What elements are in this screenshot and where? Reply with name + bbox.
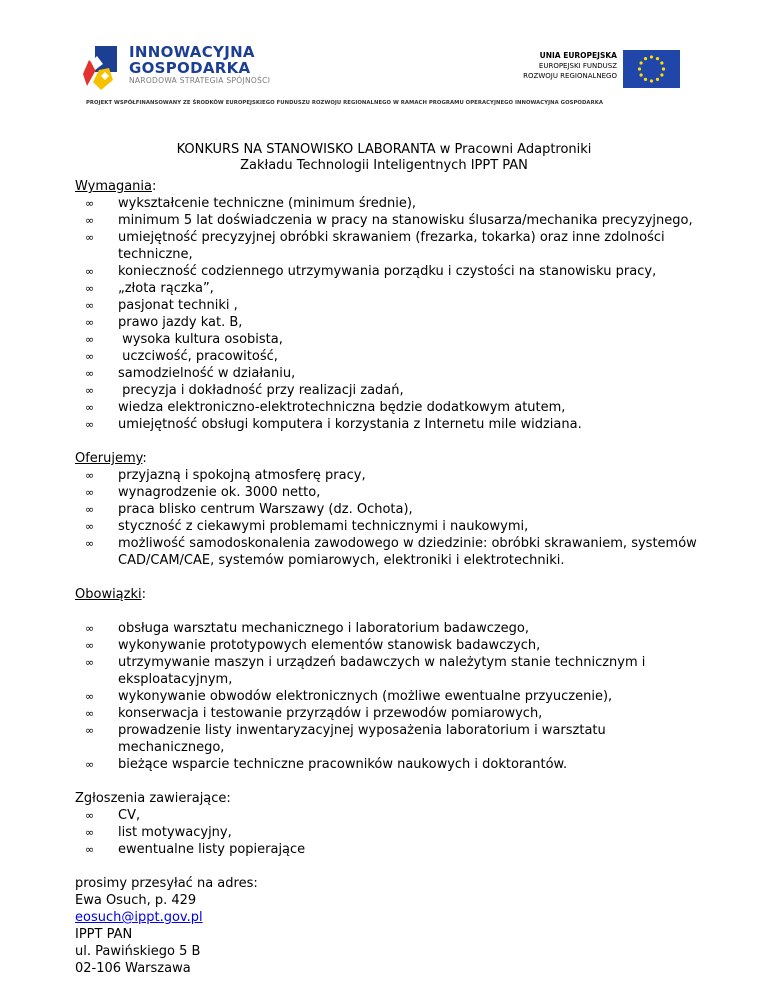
contact-street: ul. Pawińskiego 5 B xyxy=(75,944,201,959)
requirements-heading: Wymagania: xyxy=(75,179,157,194)
list-item: ∞ utrzymywanie maszyn i urządzeń badawczych w należytym stanie technicznym i eksploatacyjnym, xyxy=(85,655,646,687)
contact-intro: prosimy przesyłać na adres: xyxy=(75,876,258,891)
applications-heading: Zgłoszenia zawierające: xyxy=(75,791,231,806)
bullet-icon: ∞ xyxy=(85,418,95,431)
list-item: ∞ CV, xyxy=(85,808,141,823)
eu-star-icon xyxy=(660,61,663,64)
list-item: ∞ wiedza elektroniczno-elektrotechniczna będzie dodatkowym atutem, xyxy=(85,400,566,415)
bullet-icon: ∞ xyxy=(85,724,95,737)
eu-line-1: UNIA EUROPEJSKA xyxy=(539,51,617,60)
list-item: ∞ samodzielność w działaniu, xyxy=(85,366,296,381)
list-item: ∞ wysoka kultura osobista, xyxy=(85,332,283,347)
logo-subtitle: NARODOWA STRATEGIA SPÓJNOŚCI xyxy=(129,76,271,85)
list-item: ∞ minimum 5 lat doświadczenia w pracy na stanowisku ślusarza/mechanika precyzyjnego, xyxy=(85,213,693,228)
star-logo-icon xyxy=(79,46,123,92)
contact-email-link[interactable]: eosuch@ippt.gov.pl xyxy=(75,910,203,925)
bullet-icon: ∞ xyxy=(85,384,95,397)
list-item: ∞ precyzja i dokładność przy realizacji zadań, xyxy=(85,383,404,398)
bullet-icon: ∞ xyxy=(85,333,95,346)
duties-heading: Obowiązki: xyxy=(75,587,147,602)
applications-list xyxy=(75,807,700,858)
eu-star-icon xyxy=(656,78,659,81)
contact-city: 02-106 Warszawa xyxy=(75,961,191,976)
bullet-icon: ∞ xyxy=(85,622,95,635)
bullet-icon: ∞ xyxy=(85,350,95,363)
bullet-icon: ∞ xyxy=(85,265,95,278)
list-item: ∞ praca blisko centrum Warszawy (dz. Ochota), xyxy=(85,502,413,517)
contact-org: IPPT PAN xyxy=(75,927,133,942)
list-item: ∞ konieczność codziennego utrzymywania porządku i czystości na stanowisku pracy, xyxy=(85,264,657,279)
offer-heading: Oferujemy: xyxy=(75,451,147,466)
page-title-line-2: Zakładu Technologii Inteligentnych IPPT PAN xyxy=(240,158,528,173)
eu-star-icon xyxy=(640,73,643,76)
list-item: ∞ możliwość samodoskonalenia zawodowego w dziedzinie: obróbki skrawaniem, systemów CAD/CAM/CAE, systemów pomiarowych, elektroniki i elektrotechniki. xyxy=(85,536,697,568)
list-item: ∞ wykształcenie techniczne (minimum średnie), xyxy=(85,196,417,211)
bullet-icon: ∞ xyxy=(85,197,95,210)
list-item: ∞ obsługa warsztatu mechanicznego i laboratorium badawczego, xyxy=(85,621,530,636)
bullet-icon: ∞ xyxy=(85,214,95,227)
eu-star-icon xyxy=(638,67,641,70)
bullet-icon: ∞ xyxy=(85,367,95,380)
eu-star-icon xyxy=(660,73,663,76)
list-item: ∞ bieżące wsparcie techniczne pracowników naukowych i doktorantów. xyxy=(85,757,568,772)
bullet-icon: ∞ xyxy=(85,316,95,329)
bullet-icon: ∞ xyxy=(85,826,95,839)
list-item: ∞ pasjonat techniki , xyxy=(85,298,238,313)
offer-list xyxy=(75,467,700,569)
logo-line-1: INNOWACYJNA xyxy=(129,43,255,61)
bullet-icon: ∞ xyxy=(85,469,95,482)
contact-name: Ewa Osuch, p. 429 xyxy=(75,893,197,908)
bullet-icon: ∞ xyxy=(85,401,95,414)
eu-star-icon xyxy=(644,57,647,60)
list-item: ∞ uczciwość, pracowitość, xyxy=(85,349,278,364)
document-body xyxy=(75,178,700,977)
bullet-icon: ∞ xyxy=(85,758,95,771)
page-title-line-1: KONKURS NA STANOWISKO LABORANTA w Pracowni Adaptroniki xyxy=(176,142,592,157)
bullet-icon: ∞ xyxy=(85,707,95,720)
list-item: ∞ przyjazną i spokojną atmosferę pracy, xyxy=(85,468,366,483)
eu-star-icon xyxy=(656,57,659,60)
bullet-icon: ∞ xyxy=(85,843,95,856)
eu-line-3: ROZWOJU REGIONALNEGO xyxy=(523,72,617,80)
eu-logo xyxy=(505,50,685,90)
bullet-icon: ∞ xyxy=(85,537,95,550)
list-item: ∞ ewentualne listy popierające xyxy=(85,842,306,857)
bullet-icon: ∞ xyxy=(85,520,95,533)
eu-star-icon xyxy=(644,78,647,81)
eu-flag-icon xyxy=(623,50,680,88)
list-item: ∞ wynagrodzenie ok. 3000 netto, xyxy=(85,485,321,500)
list-item: ∞ konserwacja i testowanie przyrządów i przewodów pomiarowych, xyxy=(85,706,543,721)
bullet-icon: ∞ xyxy=(85,503,95,516)
list-item: ∞ umiejętność obsługi komputera i korzystania z Internetu mile widziana. xyxy=(85,417,582,432)
list-item: ∞ umiejętność precyzyjnej obróbki skrawaniem (frezarka, tokarka) oraz inne zdolności techniczne, xyxy=(85,230,665,262)
bullet-icon: ∞ xyxy=(85,282,95,295)
bullet-icon: ∞ xyxy=(85,231,95,244)
bullet-icon: ∞ xyxy=(85,656,95,669)
innowacyjna-gospodarka-logo xyxy=(75,42,375,92)
eu-star-icon xyxy=(650,79,653,82)
list-item: ∞ wykonywanie obwodów elektronicznych (możliwe ewentualne przyuczenie), xyxy=(85,689,613,704)
bullet-icon: ∞ xyxy=(85,486,95,499)
bullet-icon: ∞ xyxy=(85,809,95,822)
bullet-icon: ∞ xyxy=(85,299,95,312)
list-item: ∞ wykonywanie prototypowych elementów stanowisk badawczych, xyxy=(85,638,541,653)
eu-star-icon xyxy=(662,67,665,70)
list-item: ∞ list motywacyjny, xyxy=(85,825,232,840)
logo-line-2: GOSPODARKA xyxy=(129,59,251,77)
eu-star-icon xyxy=(640,61,643,64)
header-logos xyxy=(75,42,685,117)
list-item: ∞ prawo jazdy kat. B, xyxy=(85,315,243,330)
list-item: ∞ styczność z ciekawymi problemami technicznymi i naukowymi, xyxy=(85,519,529,534)
eu-star-icon xyxy=(650,55,653,58)
bullet-icon: ∞ xyxy=(85,690,95,703)
list-item: ∞ „złota rączka”, xyxy=(85,281,214,296)
eu-line-2: EUROPEJSKI FUNDUSZ xyxy=(538,62,617,70)
project-cofinancing-note: PROJEKT WSPÓŁFINANSOWANY ZE ŚRODKÓW EUROPEJSKIEGO FUNDUSZU ROZWOJU REGIONALNEGO W RAMACH PROGRAMU OPERACYJNEGO INNOWACYJNA GOSPODARKA xyxy=(86,100,604,106)
list-item: ∞ prowadzenie listy inwentaryzacyjnej wyposażenia laboratorium i warsztatu mechanicznego, xyxy=(85,723,606,755)
requirements-list xyxy=(75,195,700,433)
bullet-icon: ∞ xyxy=(85,639,95,652)
duties-list xyxy=(75,620,700,773)
